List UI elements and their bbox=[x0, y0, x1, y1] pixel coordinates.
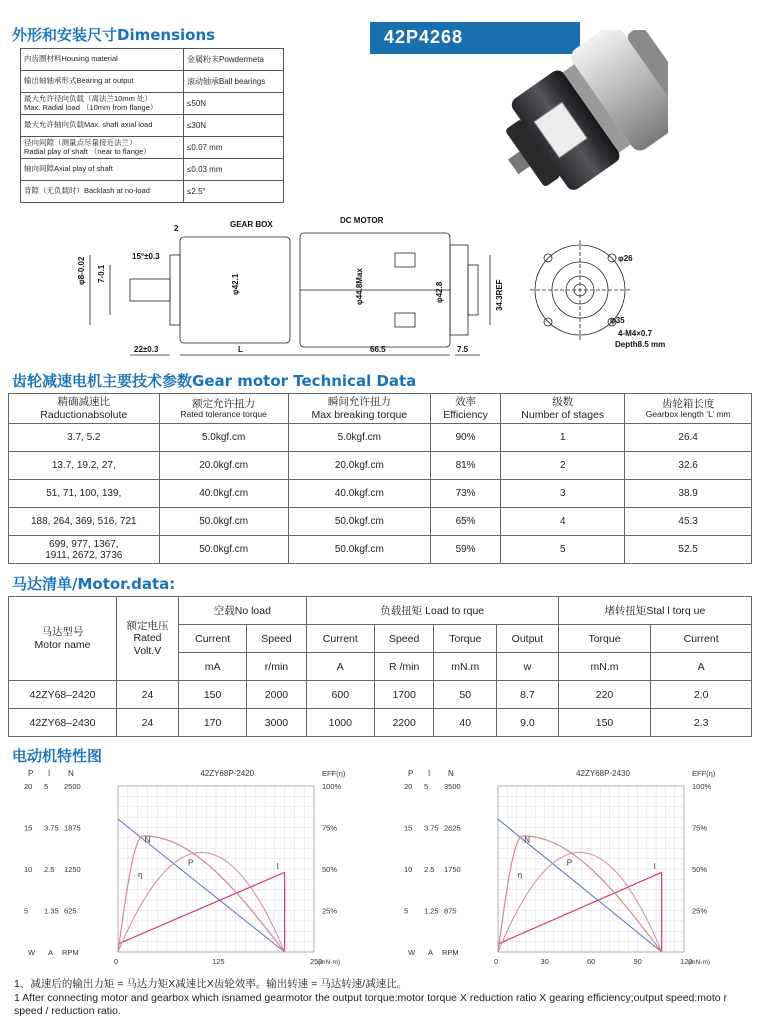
axis-tick: 1.25 bbox=[424, 906, 439, 916]
dim-L: L bbox=[238, 345, 243, 354]
spec-value: ≤0.03 mm bbox=[184, 159, 284, 181]
table-cell: 3.7, 5.2 bbox=[9, 424, 160, 452]
table-cell: 2200 bbox=[374, 709, 433, 737]
x-tick: 250 bbox=[310, 957, 323, 966]
spec-label: 内齿圈材料Housing material bbox=[21, 49, 184, 71]
table-cell: 1700 bbox=[374, 681, 433, 709]
axis-tick: 2.5 bbox=[424, 865, 435, 874]
table-cell: 170 bbox=[179, 709, 247, 737]
axis-tick: 625 bbox=[64, 906, 77, 916]
eff-tick: 25% bbox=[692, 906, 708, 916]
dim-phi26: φ26 bbox=[618, 254, 633, 263]
speed-line bbox=[498, 819, 662, 952]
x-tick: 90 bbox=[633, 957, 642, 966]
dim-phi42-1: φ42.1 bbox=[231, 273, 240, 295]
table-cell: 1000 bbox=[306, 709, 374, 737]
x-tick: 30 bbox=[540, 957, 549, 966]
series-label: P bbox=[566, 858, 573, 868]
eff-label: EFF(η) bbox=[692, 769, 716, 778]
spec-label: 最大允许径向负载（离法兰10mm 处） Max. Radial load （10mm from flange） bbox=[21, 93, 184, 115]
characteristics-heading: 电动机特性图 bbox=[12, 747, 103, 765]
header-en: Efficiency bbox=[443, 408, 488, 421]
axis-tick: 1250 bbox=[64, 865, 81, 874]
header-en: Rated tolerance torque bbox=[180, 408, 267, 419]
axis-unit: RPM bbox=[62, 948, 79, 957]
table-cell: 24 bbox=[117, 709, 179, 737]
table-cell: 38.9 bbox=[625, 480, 752, 508]
eff-label: EFF(η) bbox=[322, 769, 346, 778]
eff-tick: 50% bbox=[322, 865, 338, 874]
model-cn: 马达型号 bbox=[41, 625, 84, 638]
spec-value: 金属粉末Powdermeta bbox=[184, 49, 284, 71]
power-curve bbox=[118, 852, 285, 952]
motor-unit: mN.m bbox=[434, 653, 497, 681]
spec-value: ≤2.5° bbox=[184, 181, 284, 203]
spec-label: 背隙（无负载时）Backlash at no-load bbox=[21, 181, 184, 203]
table-row bbox=[9, 536, 752, 564]
axis-unit: A bbox=[48, 948, 54, 957]
header-cn: 效率 bbox=[455, 396, 477, 409]
dim-phi35: φ35 bbox=[610, 316, 625, 325]
chart-title: 42ZY68P-2430 bbox=[576, 769, 630, 778]
x-tick: 0 bbox=[114, 957, 119, 966]
dim-34: 34.3REF bbox=[495, 279, 504, 311]
spec-label: 最大允许轴向负载Max. shaft axial load bbox=[21, 115, 184, 137]
table-cell: 40.0kgf.cm bbox=[288, 480, 430, 508]
motor-col-header: Current bbox=[179, 625, 247, 653]
dim-angle: 15°±0.3 bbox=[132, 252, 160, 261]
axis-tick: 5 bbox=[424, 782, 429, 791]
table-cell: 24 bbox=[117, 681, 179, 709]
dim-depth: Depth8.5 mm bbox=[615, 340, 666, 349]
header-cn: 额定允许扭力 bbox=[192, 397, 256, 410]
dim-phi8: φ8-0.02 bbox=[77, 256, 86, 285]
dim-holes: 4-M4×0.7 bbox=[618, 329, 653, 338]
speed-line bbox=[118, 819, 285, 952]
table-cell: 50.0kgf.cm bbox=[159, 508, 288, 536]
chart-title: 42ZY68P-2420 bbox=[200, 769, 255, 778]
x-tick: 0 bbox=[494, 957, 499, 966]
table-cell: 26.4 bbox=[625, 424, 752, 452]
table-cell: 50 bbox=[434, 681, 497, 709]
table-cell: 220 bbox=[558, 681, 651, 709]
table-cell: 2.3 bbox=[651, 709, 752, 737]
axis-tick: 5 bbox=[44, 782, 49, 791]
motor-unit: R /min bbox=[374, 653, 433, 681]
table-cell: 13.7, 19.2, 27, bbox=[9, 452, 160, 480]
series-label: I bbox=[276, 862, 279, 871]
spec-row bbox=[21, 159, 284, 181]
volt-header bbox=[117, 597, 179, 681]
motor-unit: A bbox=[651, 653, 752, 681]
table-cell: 32.6 bbox=[625, 452, 752, 480]
table-cell: 50.0kgf.cm bbox=[288, 536, 430, 564]
model-en: Motor name bbox=[34, 638, 91, 651]
model-header bbox=[9, 597, 117, 681]
spec-row bbox=[21, 181, 284, 203]
gear-col-header bbox=[430, 394, 500, 424]
motor-data-heading: 马达清单/Motor.data: bbox=[12, 575, 176, 593]
table-cell: 45.3 bbox=[625, 508, 752, 536]
axis-tick: 3.75 bbox=[424, 823, 439, 833]
axis-unit: W bbox=[408, 948, 416, 957]
spec-label: 径向间隙（测量点尽量接近法兰） Radial play of shaft （near to flange） bbox=[21, 137, 184, 159]
gear-col-header bbox=[159, 394, 288, 424]
table-cell: 42ZY68–2430 bbox=[9, 709, 117, 737]
motor-col-header: Current bbox=[651, 625, 752, 653]
spec-row bbox=[21, 115, 284, 137]
axis-tick: 5 bbox=[404, 906, 409, 916]
table-cell: 150 bbox=[179, 681, 247, 709]
table-cell: 20.0kgf.cm bbox=[159, 452, 288, 480]
motor-unit: mA bbox=[179, 653, 247, 681]
x-tick: 60 bbox=[587, 957, 596, 966]
motor-col-header: Speed bbox=[247, 625, 306, 653]
header-cn: 瞬间允许扭力 bbox=[327, 396, 391, 409]
axis-tick: 10 bbox=[24, 865, 33, 874]
footnote bbox=[14, 978, 754, 1019]
current-line bbox=[498, 872, 662, 944]
series-label: η bbox=[137, 870, 143, 880]
axis-head: I bbox=[428, 769, 431, 778]
table-cell: 8.7 bbox=[497, 681, 559, 709]
motor-col-header: Output bbox=[497, 625, 559, 653]
table-cell: 5.0kgf.cm bbox=[159, 424, 288, 452]
axis-tick: 875 bbox=[444, 906, 457, 916]
dim-7: 7-0.1 bbox=[97, 264, 106, 283]
axis-tick: 1.35 bbox=[44, 906, 59, 916]
gear-col-header bbox=[288, 394, 430, 424]
table-row bbox=[9, 480, 752, 508]
axis-head: P bbox=[28, 769, 34, 778]
efficiency-curve bbox=[118, 836, 285, 952]
noload-header: 空载No load bbox=[179, 597, 307, 625]
dim-7-5: 7.5 bbox=[457, 345, 469, 354]
axis-tick: 1750 bbox=[444, 865, 461, 874]
table-cell: 600 bbox=[306, 681, 374, 709]
table-cell: 2 bbox=[501, 452, 625, 480]
axis-tick: 15 bbox=[24, 823, 33, 833]
motor-unit: w bbox=[497, 653, 559, 681]
eff-tick: 50% bbox=[692, 865, 708, 874]
axis-tick: 2.5 bbox=[44, 865, 55, 874]
characteristic-charts bbox=[0, 762, 760, 977]
axis-head: P bbox=[408, 769, 414, 778]
dim-66: 66.5 bbox=[370, 345, 386, 354]
header-en: Gearbox length ‘L’ mm bbox=[645, 408, 731, 419]
series-label: η bbox=[517, 870, 523, 880]
motor-unit: mN.m bbox=[558, 653, 651, 681]
volt-en2: Volt.V bbox=[133, 644, 162, 657]
dim-22: 22±0.3 bbox=[134, 345, 159, 354]
table-cell: 2000 bbox=[247, 681, 306, 709]
axis-unit: W bbox=[28, 948, 36, 957]
table-cell: 52.5 bbox=[625, 536, 752, 564]
table-cell: 65% bbox=[430, 508, 500, 536]
stall-header: 堵转扭矩Stal l torq ue bbox=[558, 597, 751, 625]
spec-row bbox=[21, 137, 284, 159]
load-header: 负载扭矩 Load to rque bbox=[306, 597, 558, 625]
series-label: I bbox=[653, 862, 656, 871]
table-cell: 50.0kgf.cm bbox=[288, 508, 430, 536]
model-banner: 42P4268 bbox=[370, 22, 580, 54]
axis-tick: 2500 bbox=[64, 782, 81, 791]
table-cell: 188, 264, 369, 516, 721 bbox=[9, 508, 160, 536]
chart-2 bbox=[404, 769, 716, 966]
table-cell: 2.0 bbox=[651, 681, 752, 709]
table-cell: 20.0kgf.cm bbox=[288, 452, 430, 480]
eff-tick: 25% bbox=[322, 906, 338, 916]
table-cell: 40 bbox=[434, 709, 497, 737]
dimensions-heading: 外形和安装尺寸Dimensions bbox=[12, 26, 216, 44]
table-row bbox=[9, 709, 752, 737]
header-cn: 齿轮箱长度 bbox=[661, 397, 715, 410]
spec-value: ≤0.07 mm bbox=[184, 137, 284, 159]
axis-unit: RPM bbox=[442, 948, 459, 957]
spec-value: 滚动轴承Ball bearings bbox=[184, 71, 284, 93]
spec-label: 输出轴轴承形式Bearing at output bbox=[21, 71, 184, 93]
chart-1 bbox=[24, 769, 346, 966]
motor-unit: r/min bbox=[247, 653, 306, 681]
gear-col-header bbox=[9, 394, 160, 424]
series-label: N bbox=[524, 835, 530, 845]
header-en: Max breaking torque bbox=[311, 408, 408, 421]
table-cell: 9.0 bbox=[497, 709, 559, 737]
spec-row bbox=[21, 93, 284, 115]
table-cell: 51, 71, 100, 139, bbox=[9, 480, 160, 508]
table-cell: 40.0kgf.cm bbox=[159, 480, 288, 508]
motor-photo bbox=[478, 30, 668, 220]
axis-head: I bbox=[48, 769, 51, 778]
spec-row bbox=[21, 71, 284, 93]
volt-cn: 额定电压 bbox=[126, 620, 169, 633]
current-line bbox=[118, 872, 285, 944]
axis-head: N bbox=[448, 769, 454, 778]
table-row bbox=[9, 452, 752, 480]
table-cell: 3 bbox=[501, 480, 625, 508]
spec-value: ≤50N bbox=[184, 93, 284, 115]
table-cell: 150 bbox=[558, 709, 651, 737]
eff-tick: 100% bbox=[692, 782, 712, 791]
label-dc-motor: DC MOTOR bbox=[340, 216, 384, 225]
label-gear-box: GEAR BOX bbox=[230, 220, 273, 229]
dim-phi42-8: φ42.8 bbox=[435, 281, 444, 303]
table-cell: 3000 bbox=[247, 709, 306, 737]
dim-phi44: φ44.8Max bbox=[355, 268, 364, 305]
table-cell: 59% bbox=[430, 536, 500, 564]
efficiency-curve bbox=[498, 836, 662, 952]
motor-col-header: Torque bbox=[558, 625, 651, 653]
spec-label: 轴向间隙Axial play of shaft bbox=[21, 159, 184, 181]
axis-tick: 3.75 bbox=[44, 823, 59, 833]
table-cell: 4 bbox=[501, 508, 625, 536]
eff-tick: 75% bbox=[322, 823, 338, 833]
gear-col-header bbox=[501, 394, 625, 424]
table-row bbox=[9, 424, 752, 452]
motor-col-header: Current bbox=[306, 625, 374, 653]
motor-col-header: Speed bbox=[374, 625, 433, 653]
axis-head: N bbox=[68, 769, 74, 778]
spec-row bbox=[21, 49, 284, 71]
header-cn: 精确减速比 bbox=[57, 396, 111, 409]
eff-tick: 100% bbox=[322, 782, 342, 791]
table-cell: 699, 977, 1367, 1911, 2672, 3736 bbox=[9, 536, 160, 564]
axis-tick: 2625 bbox=[444, 823, 461, 833]
power-curve bbox=[498, 852, 662, 952]
axis-tick: 3500 bbox=[444, 782, 461, 791]
axis-tick: 10 bbox=[404, 865, 413, 874]
gear-col-header bbox=[625, 394, 752, 424]
axis-tick: 15 bbox=[404, 823, 413, 833]
axis-tick: 20 bbox=[24, 782, 33, 791]
series-label: N bbox=[144, 835, 151, 845]
table-cell: 42ZY68–2420 bbox=[9, 681, 117, 709]
x-axis-label: (mN-m) bbox=[688, 959, 711, 966]
gear-data-heading: 齿轮减速电机主要技术参数Gear motor Technical Data bbox=[12, 372, 417, 390]
x-tick: 120 bbox=[680, 957, 693, 966]
table-row bbox=[9, 681, 752, 709]
motor-table bbox=[8, 596, 752, 737]
spec-value: ≤30N bbox=[184, 115, 284, 137]
dim-2: 2 bbox=[174, 224, 179, 233]
table-cell: 5.0kgf.cm bbox=[288, 424, 430, 452]
table-cell: 5 bbox=[501, 536, 625, 564]
table-cell: 90% bbox=[430, 424, 500, 452]
axis-unit: A bbox=[428, 948, 434, 957]
x-axis-label: (mN-m) bbox=[318, 959, 341, 966]
footnote-en: 1 After connecting motor and gearbox which isnamed gearmotor the output torque:motor torque X reduction ratio X gearing efficiency;output speed:moto r speed / reduction ratio. bbox=[14, 991, 728, 1018]
header-cn: 级数 bbox=[552, 396, 574, 409]
eff-tick: 75% bbox=[692, 823, 708, 833]
gear-table bbox=[8, 393, 752, 564]
series-label: P bbox=[187, 858, 194, 868]
volt-en1: Rated bbox=[133, 632, 162, 645]
x-tick: 125 bbox=[212, 957, 225, 966]
axis-tick: 5 bbox=[24, 906, 29, 916]
table-cell: 1 bbox=[501, 424, 625, 452]
axis-tick: 1875 bbox=[64, 823, 81, 833]
spec-table bbox=[20, 48, 284, 203]
table-cell: 81% bbox=[430, 452, 500, 480]
header-en: Raductionabsolute bbox=[40, 408, 128, 421]
axis-tick: 20 bbox=[404, 782, 413, 791]
motor-unit: A bbox=[306, 653, 374, 681]
motor-col-header: Torque bbox=[434, 625, 497, 653]
table-cell: 50.0kgf.cm bbox=[159, 536, 288, 564]
table-cell: 73% bbox=[430, 480, 500, 508]
dimension-drawing bbox=[70, 215, 690, 365]
footnote-cn: 1、减速后的输出力矩 = 马达力矩X减速比X齿轮效率。输出转速 = 马达转速/减速比。 bbox=[14, 978, 408, 990]
table-row bbox=[9, 508, 752, 536]
header-en: Number of stages bbox=[521, 408, 605, 421]
